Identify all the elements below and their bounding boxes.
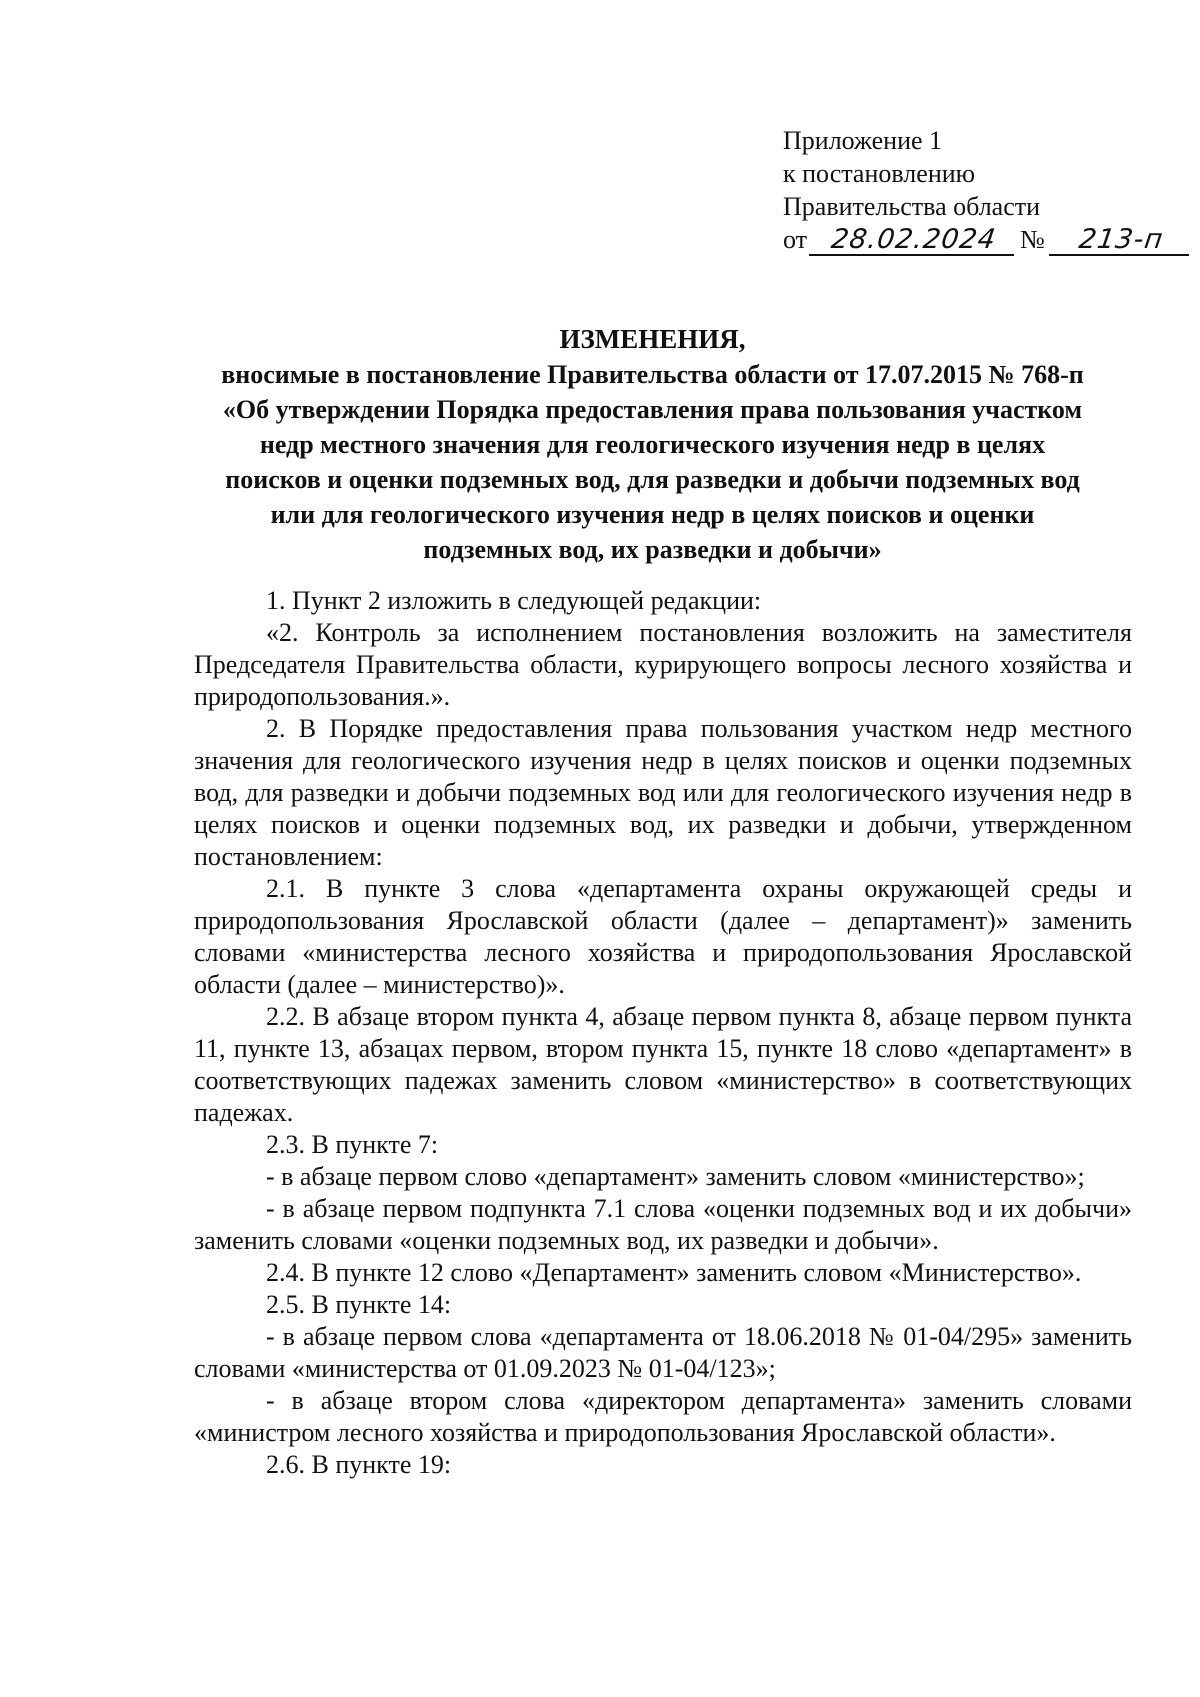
annex-date-line bbox=[783, 223, 1191, 256]
title-line: вносимые в постановление Правительства области от 17.07.2015 № 768-п bbox=[221, 360, 1084, 389]
annex-line-3: Правительства области bbox=[783, 192, 1041, 221]
paragraph: 2.6. В пункте 19: bbox=[266, 1450, 452, 1479]
paragraph: 2.2. В абзаце втором пункта 4, абзаце первом пункта 8, абзаце первом пункта 11, пункте 13, абзацах первом, втором пункта 15, пункте 18 слово «департамент» в соответствующих падежах заменить словом «министерство» в соответствующих падежах. bbox=[194, 1002, 1132, 1127]
paragraph: 1. Пункт 2 изложить в следующей редакции: bbox=[266, 586, 762, 615]
handwritten-date: 28.02.2024 bbox=[809, 226, 1018, 256]
paragraph: 2. В Порядке предоставления права пользования участком недр местного значения для геологического изучения недр в целях поисков и оценки подземных вод, для разведки и добычи подземных вод или для геологического изучения недр в целях поисков и оценки подземных вод, их разведки и добычи, утвержденном постановлением: bbox=[194, 714, 1132, 871]
document-heading: ИЗМЕНЕНИЯ, bbox=[559, 324, 746, 354]
paragraph: - в абзаце первом слова «департамента от 18.06.2018 № 01-04/295» заменить словами «министерства от 01.09.2023 № 01-04/123»; bbox=[194, 1322, 1132, 1383]
title-line: «Об утверждении Порядка предоставления права пользования участком bbox=[222, 395, 1083, 424]
title-line: поисков и оценки подземных вод, для разведки и добычи подземных вод bbox=[225, 465, 1080, 494]
title-line: подземных вод, их разведки и добычи» bbox=[423, 535, 882, 564]
annex-line-1: Приложение 1 bbox=[783, 126, 943, 155]
paragraph: 2.4. В пункте 12 слово «Департамент» заменить словом «Министерство». bbox=[266, 1258, 1082, 1287]
paragraph: - в абзаце первом слово «департамент» заменить словом «министерство»; bbox=[266, 1162, 1085, 1191]
paragraph: 2.1. В пункте 3 слова «департамента охраны окружающей среды и природопользования Ярославской области (далее – департамент)» заменить словами «министерства лесного хозяйства и природопользования Ярославской области (далее – министерство)». bbox=[194, 874, 1132, 999]
from-label: от bbox=[783, 225, 808, 254]
paragraph: - в абзаце первом подпункта 7.1 слова «оценки подземных вод и их добычи» заменить словами «оценки подземных вод, их разведки и добычи». bbox=[194, 1194, 1132, 1255]
number-label: № bbox=[1020, 225, 1045, 254]
annex-line-2: к постановлению bbox=[783, 159, 976, 188]
document-body bbox=[194, 585, 1132, 1481]
title-line: или для геологического изучения недр в целях поисков и оценки bbox=[270, 500, 1035, 529]
title-line: недр местного значения для геологического изучения недр в целях bbox=[259, 430, 1046, 459]
annex-block bbox=[783, 124, 1191, 256]
paragraph: 2.3. В пункте 7: bbox=[266, 1130, 439, 1159]
paragraph: - в абзаце втором слова «директором департамента» заменить словами «министром лесного хозяйства и природопользования Ярославской области». bbox=[194, 1386, 1132, 1447]
paragraph: «2. Контроль за исполнением постановления возложить на заместителя Председателя Правительства области, курирующего вопросы лесного хозяйства и природопользования.». bbox=[194, 618, 1132, 711]
paragraph: 2.5. В пункте 14: bbox=[266, 1290, 452, 1319]
document-title-block bbox=[180, 322, 1125, 567]
handwritten-number: 213-п bbox=[1049, 226, 1193, 256]
